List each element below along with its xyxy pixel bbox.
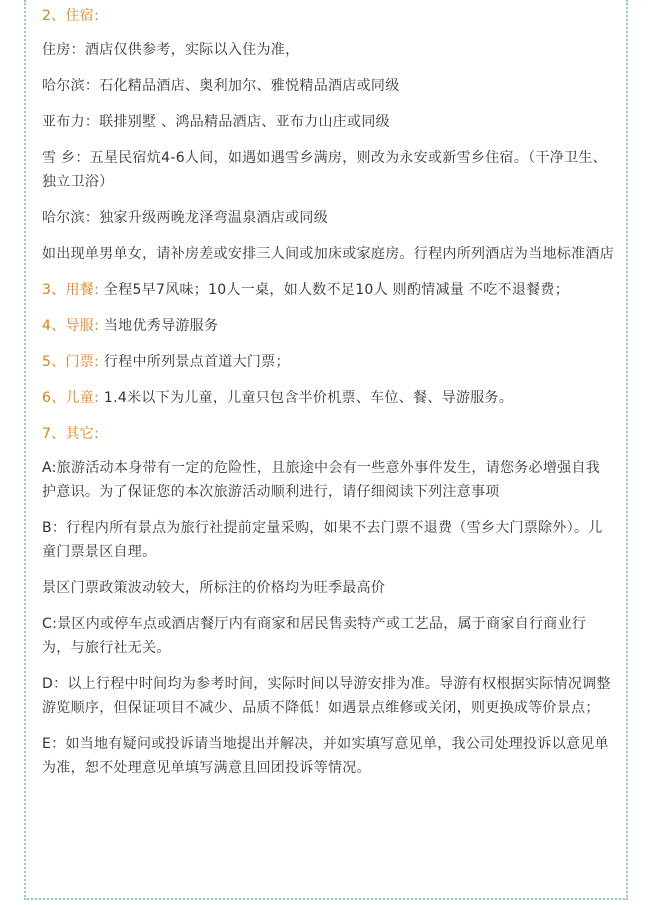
tickets-label: 5、门票: [42,354,100,370]
tickets-text: 行程中所列景点首道大门票； [99,354,290,370]
tickets-section [42,350,614,374]
lodging-line: 哈尔滨：独家升级两晚龙泽弯温泉酒店或同级 [42,210,328,226]
other-line: B：行程内所有景点为旅行社提前定量采购，如果不去门票不退费（雪乡大门票除外）。儿童门票景区自理。 [42,520,603,560]
notice-content [42,4,614,792]
other-line: A:旅游活动本身带有一定的危险性，且旅途中会有一些意外事件发生，请您务必增强自我护意识。为了保证您的本次旅游活动顺利进行，请仔细阅读下列注意事项 [42,460,601,500]
other-heading: 7、其它: [42,426,100,442]
meals-text: 全程5早7风味；10人一桌，如人数不足10人 则酌情减量 不吃不退餐费； [99,282,570,298]
children-label: 6、儿童: [42,390,100,406]
lodging-line: 如出现单男单女，请补房差或安排三人间或加床或家庭房。行程内所列酒店为当地标准酒店 [42,246,614,262]
meals-label: 3、用餐: [42,282,100,298]
meals-section [42,278,614,302]
children-text: 1.4米以下为儿童，儿童只包含半价机票、车位、餐、导游服务。 [99,390,514,406]
lodging-line: 哈尔滨：石化精品酒店、奥利加尔、雅悦精品酒店或同级 [42,78,400,94]
other-line: E：如当地有疑问或投诉请当地提出并解决，并如实填写意见单，我公司处理投诉以意见单为准，恕不处理意见单填写满意且回团投诉等情况。 [42,736,609,776]
other-line: D：以上行程中时间均为参考时间，实际时间以导游安排为准。导游有权根据实际情况调整游览顺序，但保证项目不减少、品质不降低！如遇景点维修或关闭，则更换成等价景点； [42,676,611,716]
other-line: C:景区内或停车点或酒店餐厅内有商家和居民售卖特产或工艺品，属于商家自行商业行为，与旅行社无关。 [42,616,587,656]
lodging-line: 亚布力：联排别墅 、鸿品精品酒店、亚布力山庄或同级 [42,114,390,130]
lodging-line: 雪 乡：五星民宿炕4-6人间，如遇如遇雪乡满房，则改为永安或新雪乡住宿。（干净卫生、独立卫浴） [42,150,607,190]
other-line: 景区门票政策波动较大，所标注的价格均为旺季最高价 [42,580,386,596]
guide-section [42,314,614,338]
guide-text: 当地优秀导游服务 [99,318,219,334]
lodging-line: 住房：酒店仅供参考，实际以入住为准， [42,42,300,58]
lodging-heading: 2、住宿: [42,8,100,24]
children-section [42,386,614,410]
guide-label: 4、导服: [42,318,100,334]
